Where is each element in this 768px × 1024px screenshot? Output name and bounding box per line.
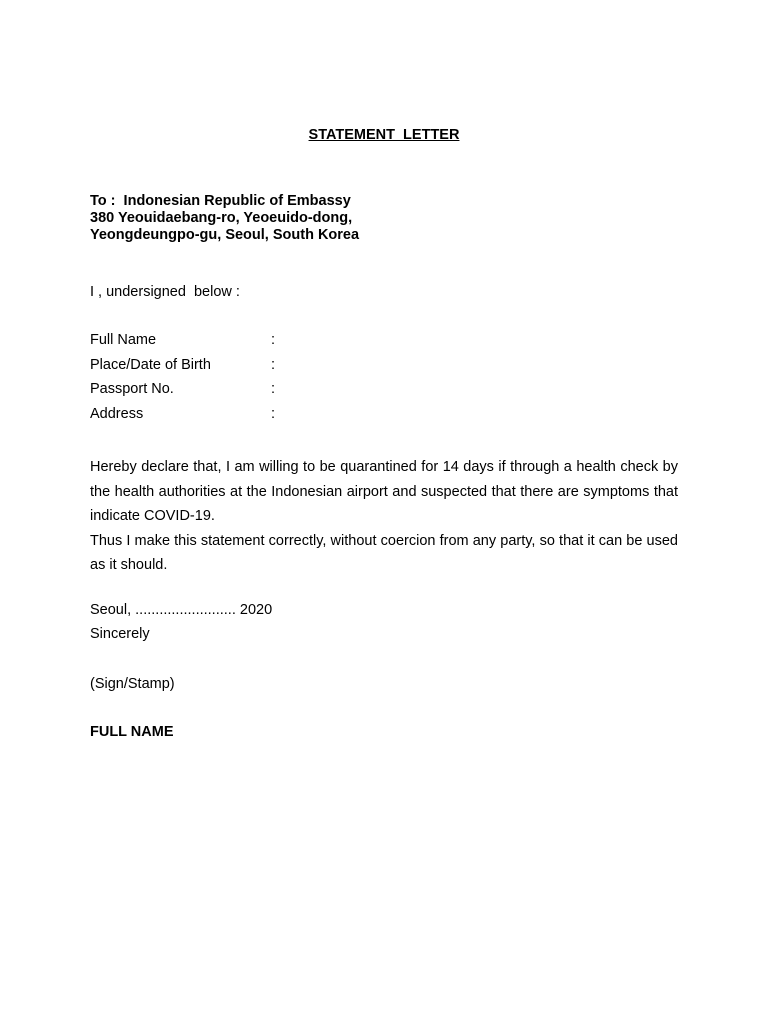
statement-paragraph: Thus I make this statement correctly, without coercion from any party, so that it can be used as it should. [90,532,678,573]
closing-text: Sincerely [90,626,150,642]
field-row-birth [90,357,490,382]
field-row-full-name [90,332,490,357]
place-date: Seoul, ......................... 2020 [90,602,273,618]
field-label: Full Name [90,332,157,348]
personal-fields [90,332,490,430]
recipient-line-2: 380 Yeouidaebang-ro, Yeoeuido-dong, [90,210,353,226]
document-title: STATEMENT LETTER [308,127,460,143]
recipient-block [90,193,359,244]
declaration-body [90,455,678,578]
field-label: Place/Date of Birth [90,356,211,373]
recipient-line-1: To : Indonesian Republic of Embassy [90,193,351,209]
field-colon: : [271,381,276,397]
field-colon: : [271,332,276,348]
declaration-paragraph: Hereby declare that, I am willing to be quarantined for 14 days if through a health check by the health authorities at the Indonesian airport and suspected that there are symptoms that indicate COVID-19. [90,459,678,524]
field-colon: : [271,356,276,373]
signatory-full-name: FULL NAME [90,724,174,740]
field-row-address [90,406,490,431]
sign-stamp-placeholder: (Sign/Stamp) [90,676,175,692]
field-row-passport [90,381,490,406]
intro-text: I , undersigned below : [90,284,240,300]
recipient-line-3: Yeongdeungpo-gu, Seoul, South Korea [90,227,360,243]
field-colon: : [271,405,276,422]
field-label: Passport No. [90,381,174,397]
field-label: Address [90,405,144,422]
